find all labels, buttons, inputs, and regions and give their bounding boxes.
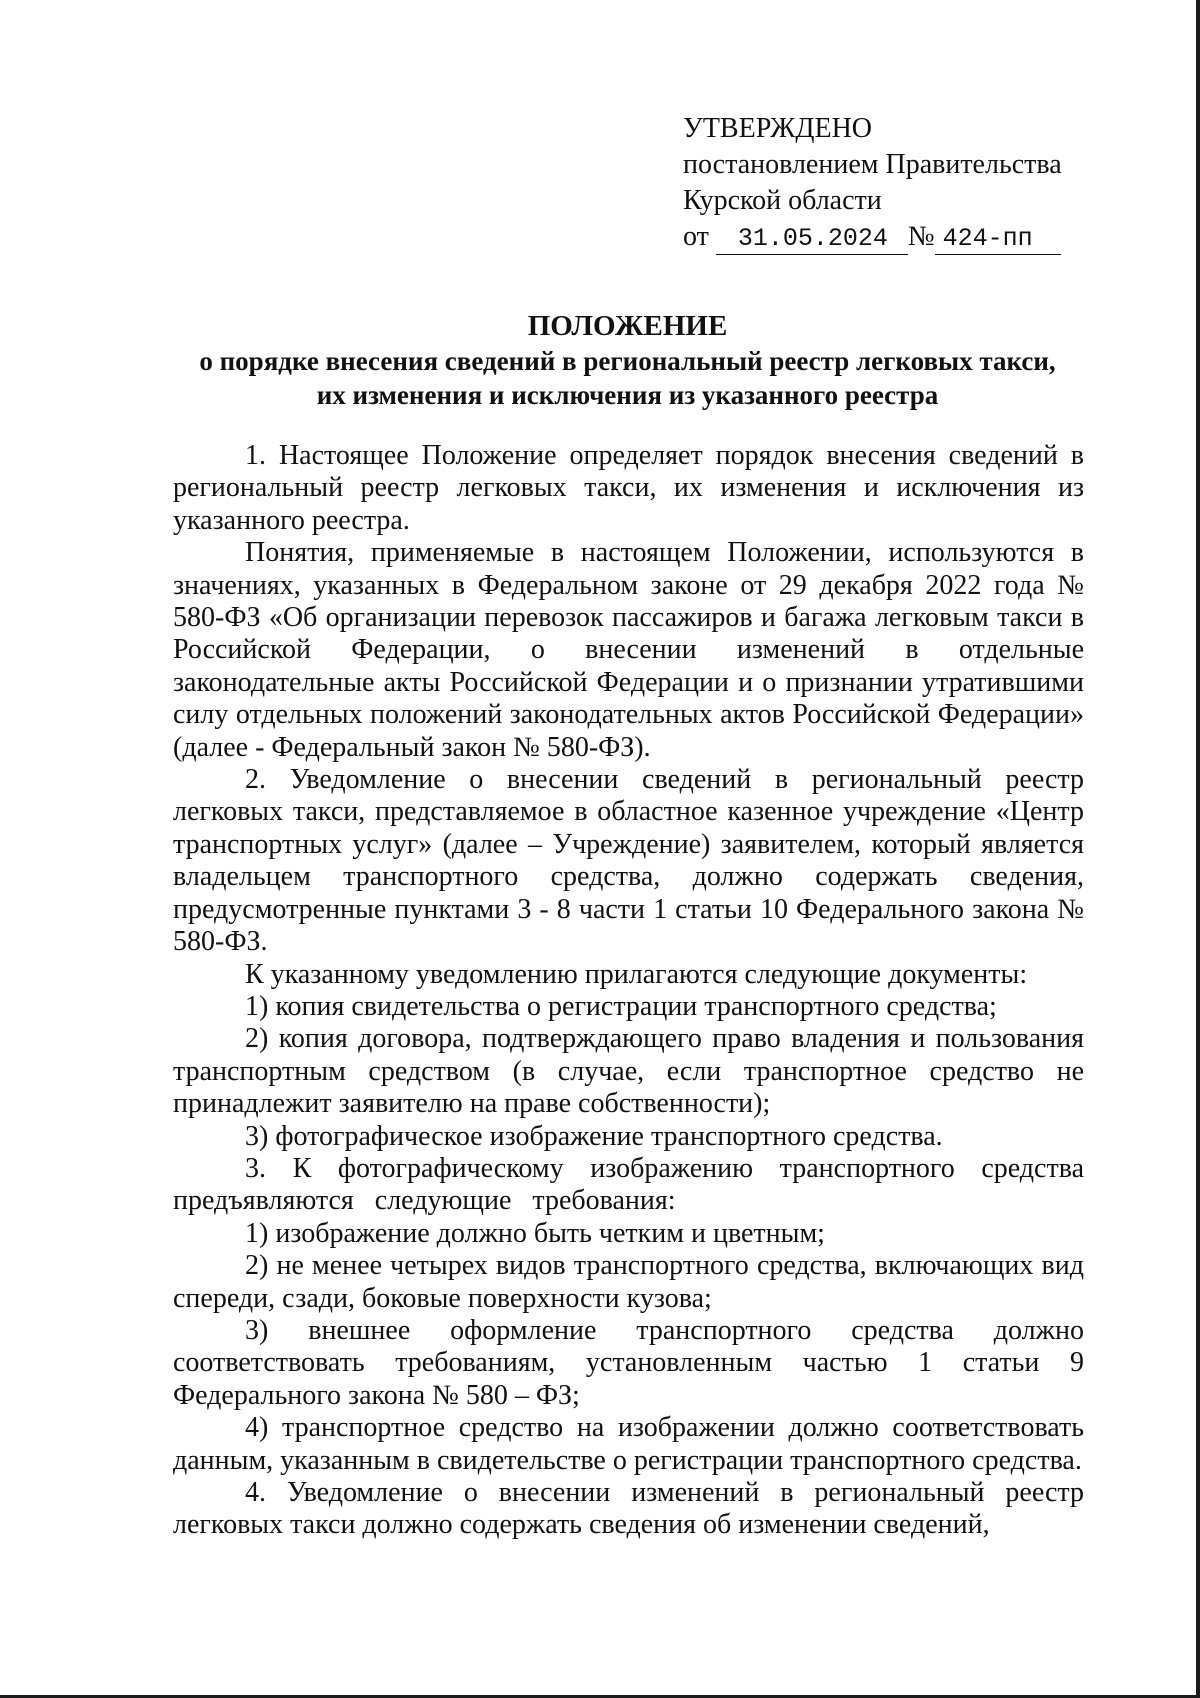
approval-line-decree: постановлением Правительства xyxy=(683,149,1062,180)
paragraph-2: 2. Уведомление о внесении сведений в региональный реестр легковых такси, представляемое в областное казенное учреждение «Центр транспортных услуг» (далее – Учреждение) заявителем, который является владельцем транспортного средства, должно содержать сведения, предусмотренные пунктами 3 - 8 части 1 статьи 10 Федерального закона № 580-ФЗ. xyxy=(173,764,1084,958)
paragraph-definitions: Понятия, применяемые в настоящем Положении, используются в значениях, указанных в Федеральном законе от 29 декабря 2022 года № 580-ФЗ «Об организации перевозок пассажиров и багажа легковым такси в Российской Федерации, о внесении изменений в отдельные законодательные акты Российской Федерации и о признании утратившими силу отдельных положений законодательных актов Российской Федерации» (далее - Федеральный закон № 580-ФЗ). xyxy=(173,537,1084,763)
requirement-item-2: 2) не менее четырех видов транспортного средства, включающих вид спереди, сзади, боковые поверхности кузова; xyxy=(173,1250,1084,1314)
document-subtitle-line-1: о порядке внесения сведений в региональный реестр легковых такси, xyxy=(199,346,1056,376)
requirement-item-1: 1) изображение должно быть четким и цветным; xyxy=(245,1217,825,1249)
paragraph-4: 4. Уведомление о внесении изменений в региональный реестр легковых такси должно содержать сведения об изменении сведений, xyxy=(173,1477,1084,1541)
approval-date-prefix: от xyxy=(683,221,709,252)
paragraph-3: 3. К фотографическому изображению транспортного средства предъявляются следующие требования: xyxy=(173,1152,1084,1217)
document-body xyxy=(173,440,1084,1542)
list-item-1: 1) копия свидетельства о регистрации транспортного средства; xyxy=(245,990,997,1022)
approval-stamp-block xyxy=(683,111,1062,255)
paragraph-attachments-intro: К указанному уведомлению прилагаются следующие документы: xyxy=(245,958,1028,990)
approval-date: 31.05.2024 xyxy=(716,224,908,255)
requirement-item-3: 3) внешнее оформление транспортного средства должно соответствовать требованиям, установленным частью 1 статьи 9 Федерального закона № 580 – ФЗ; xyxy=(173,1314,1084,1411)
requirement-item-4: 4) транспортное средство на изображении должно соответствовать данным, указанным в свидетельстве о регистрации транспортного средства. xyxy=(173,1412,1084,1476)
approval-line-region: Курской области xyxy=(683,185,882,216)
document-subtitle-line-2: их изменения и исключения из указанного реестра xyxy=(316,380,939,410)
approval-number-prefix: № xyxy=(907,221,935,252)
paragraph-1: 1. Настоящее Положение определяет порядок внесения сведений в региональный реестр легковых такси, их изменения и исключения из указанного реестра. xyxy=(173,440,1084,536)
approval-number: 424-пп xyxy=(935,224,1061,255)
document-title: ПОЛОЖЕНИЕ xyxy=(527,310,728,342)
document-title-block xyxy=(170,308,1085,412)
list-item-2: 2) копия договора, подтверждающего право владения и пользования транспортным средством (в случае, если транспортное средство не принадлежит заявителю на праве собственности); xyxy=(173,1023,1084,1120)
scan-border-right xyxy=(1196,0,1200,1698)
approval-heading: УТВЕРЖДЕНО xyxy=(683,113,873,144)
approval-date-number-line xyxy=(683,219,1062,255)
list-item-3: 3) фотографическое изображение транспортного средства. xyxy=(245,1120,943,1152)
